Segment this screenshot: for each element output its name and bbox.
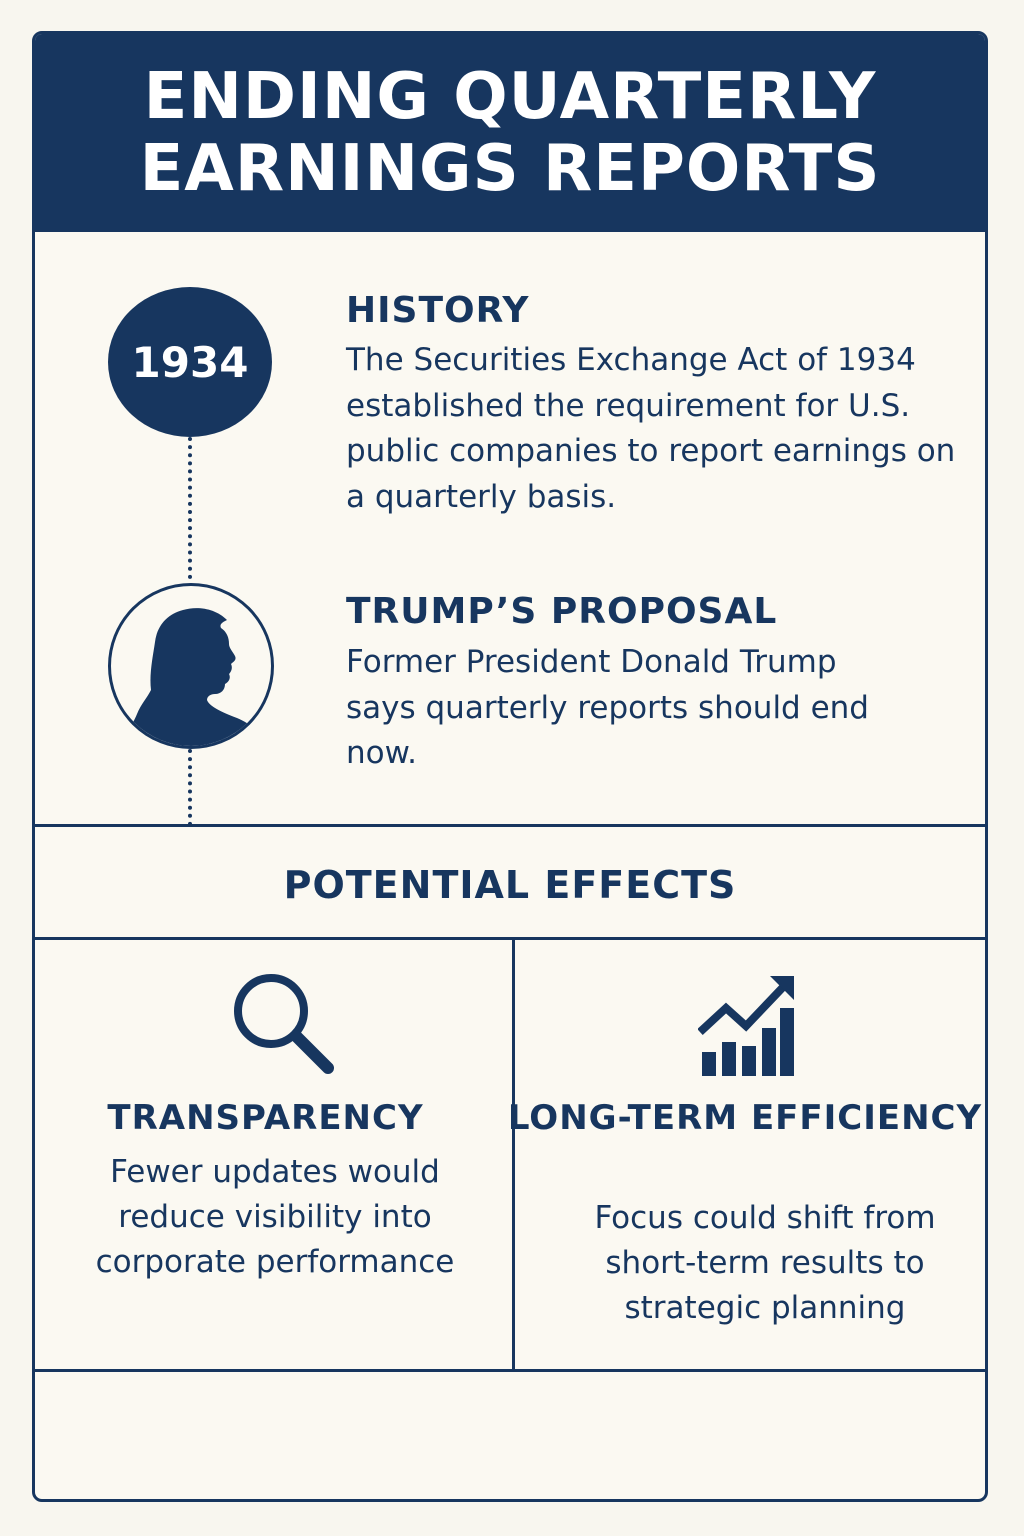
history-heading: HISTORY (346, 290, 530, 331)
year-label: 1934 (131, 337, 249, 387)
effect-heading: TRANSPARENCY (107, 1098, 424, 1138)
divider (35, 824, 985, 827)
timeline-connector (188, 749, 192, 826)
effects-heading: POTENTIAL EFFECTS (283, 863, 737, 907)
effect-text: Focus could shift from short-term results to strategic planning (594, 1200, 936, 1326)
history-text: The Securities Exchange Act of 1934 established the requirement for U.S. public companies to report earnings on a quarterly basis. (346, 342, 956, 515)
trump-silhouette-icon (108, 583, 274, 749)
effect-transparency (35, 940, 512, 1369)
effect-heading: LONG-TERM EFFICIENCY (507, 1098, 983, 1138)
proposal-heading: TRUMP’S PROPOSAL (346, 591, 778, 632)
footer-empty-area (35, 1372, 985, 1502)
timeline-connector (188, 437, 192, 579)
header-banner (35, 34, 985, 232)
bar-chart-growth-icon (698, 970, 798, 1080)
page-title: ENDING QUARTERLY EARNINGS REPORTS (139, 60, 881, 206)
effect-long-term-efficiency (507, 940, 988, 1369)
year-badge (108, 287, 272, 437)
proposal-text: Former President Donald Trump says quarterly reports should end now. (346, 644, 869, 771)
infographic-card (32, 31, 988, 1502)
magnifying-glass-icon (230, 970, 340, 1080)
effect-text: Fewer updates would reduce visibility into corporate performance (95, 1154, 455, 1280)
